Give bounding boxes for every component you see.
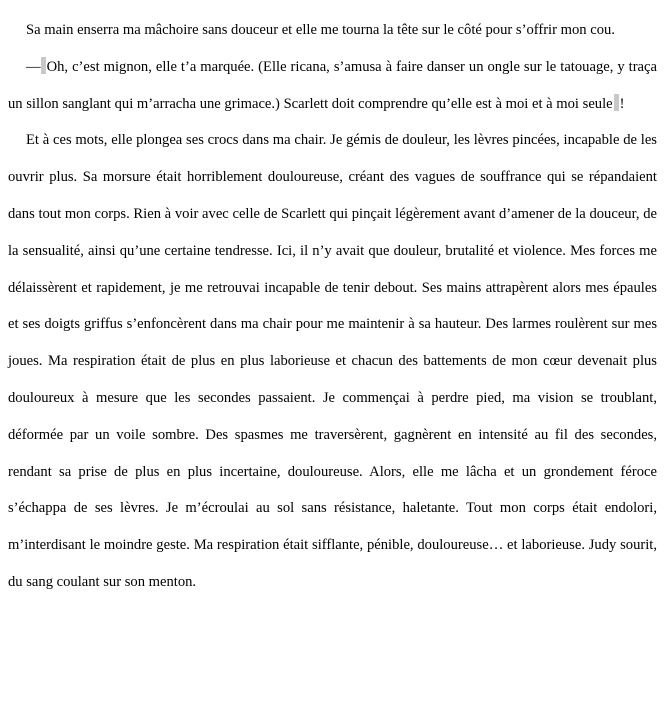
- paragraph-1-text: Sa main enserra ma mâchoire sans douceur et elle me tourna la tête sur le côté pour s’offrir mon cou.: [26, 22, 615, 38]
- paragraph-2-end: !: [619, 95, 625, 112]
- paragraph-2-text: Oh, c’est mignon, elle t’a marquée. (Elle ricana, s’amusa à faire danser un ongle sur le tatouage, y traça un sillon sanglant qui m’arracha une grimace.) Scarlett doit comprendre qu’elle est à moi et à moi seule: [8, 58, 657, 112]
- formatting-mark: [41, 57, 46, 74]
- formatting-mark: [614, 94, 619, 111]
- paragraph-1: [8, 12, 657, 49]
- paragraph-3-text: Et à ces mots, elle plongea ses crocs dans ma chair. Je gémis de douleur, les lèvres pincées, incapable de les ouvrir plus. Sa morsure était horriblement douloureuse, créant des vagues de souffrance qui se répandaient dans tout mon corps. Rien à voir avec celle de Scarlett qui pinçait légèrement avant d’amener de la douceur, de la sensualité, ainsi qu’une certaine tendresse. Ici, il n’y avait que douleur, brutalité et violence. Mes forces me délaissèrent et rapidement, je me retrouvai incapable de tenir debout. Ses mains attrapèrent alors mes épaules et ses doigts griffus s’enfoncèrent dans ma chair pour me maintenir à sa hauteur. Des larmes roulèrent sur mes joues. Ma respiration était de plus en plus laborieuse et chacun des battements de mon cœur devenait plus douloureux à mesure que les secondes passaient. Je commençai à perdre pied, ma vision se troublant, déformée par un voile sombre. Des spasmes me traversèrent, gagnèrent en intensité au fil des secondes, rendant sa prise de plus en plus incertaine, douloureuse. Alors, elle me lâcha et un grondement féroce s’échappa de ses lèvres. Je m’écroulai au sol sans résistance, haletante. Tout mon corps était endolori, m’interdisant le moindre geste. Ma respiration était sifflante, pénible, douloureuse… et laborieuse. Judy sourit, du sang coulant sur son menton.: [8, 132, 657, 590]
- dialogue-dash: —: [26, 58, 41, 75]
- paragraph-3: [8, 122, 657, 600]
- paragraph-2: [8, 49, 657, 123]
